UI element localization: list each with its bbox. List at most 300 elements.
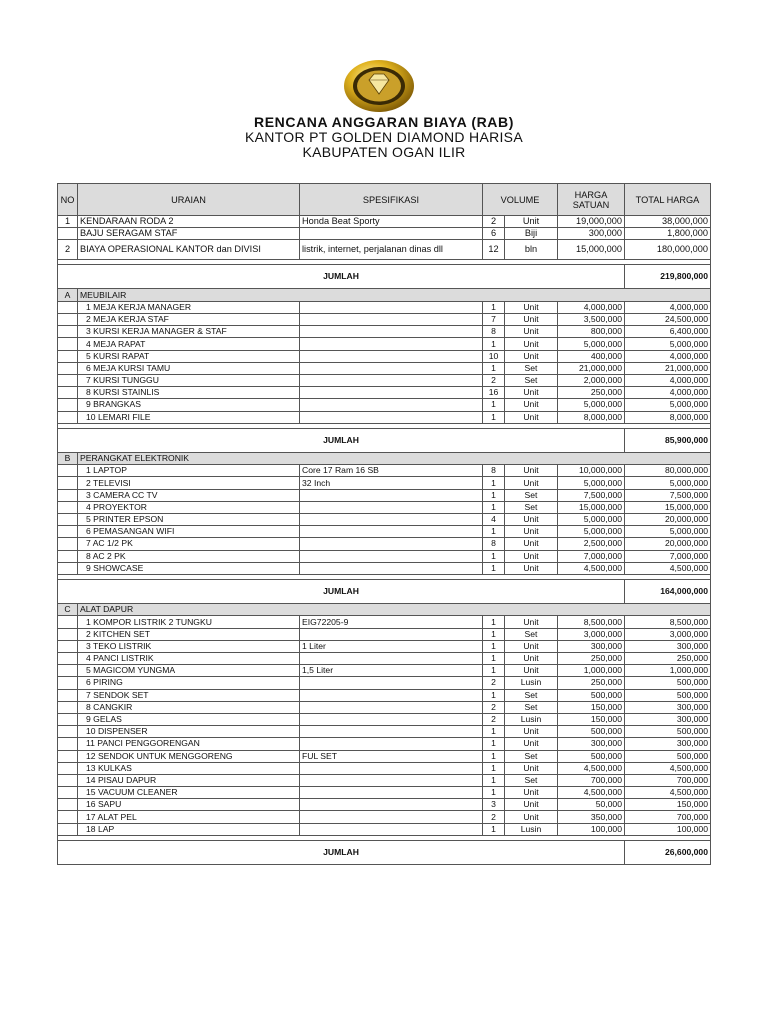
- row-qty: 1: [483, 689, 505, 701]
- row-total: 4,000,000: [625, 387, 711, 399]
- row-unit: Unit: [505, 338, 558, 350]
- jumlah-value: 219,800,000: [625, 265, 711, 289]
- row-total: 5,000,000: [625, 526, 711, 538]
- row-unit: Set: [505, 362, 558, 374]
- table-row: [58, 387, 711, 399]
- row-uraian: 4 MEJA RAPAT: [78, 338, 300, 350]
- row-qty: 2: [483, 713, 505, 725]
- row-unit: Unit: [505, 653, 558, 665]
- row-no: [58, 338, 78, 350]
- row-qty: 3: [483, 799, 505, 811]
- row-total: 250,000: [625, 653, 711, 665]
- row-price: 300,000: [558, 738, 625, 750]
- row-uraian: 6 PEMASANGAN WIFI: [78, 526, 300, 538]
- row-spesifikasi: [300, 653, 483, 665]
- row-no: [58, 762, 78, 774]
- row-no: [58, 701, 78, 713]
- table-body: [58, 216, 711, 865]
- table-row: [58, 616, 711, 628]
- row-qty: 2: [483, 701, 505, 713]
- document-location: KABUPATEN OGAN ILIR: [302, 144, 466, 160]
- jumlah-label: JUMLAH: [58, 840, 625, 864]
- row-qty: 10: [483, 350, 505, 362]
- row-no: [58, 750, 78, 762]
- row-spesifikasi: [300, 326, 483, 338]
- row-total: 5,000,000: [625, 477, 711, 489]
- jumlah-value: 85,900,000: [625, 428, 711, 452]
- row-no: [58, 350, 78, 362]
- row-spesifikasi: [300, 677, 483, 689]
- row-uraian: 4 PROYEKTOR: [78, 501, 300, 513]
- row-spesifikasi: FUL SET: [300, 750, 483, 762]
- row-spesifikasi: Core 17 Ram 16 SB: [300, 465, 483, 477]
- row-spesifikasi: listrik, internet, perjalanan dinas dll: [300, 240, 483, 260]
- table-row: [58, 713, 711, 725]
- row-qty: 1: [483, 640, 505, 652]
- row-qty: 1: [483, 762, 505, 774]
- row-unit: Lusin: [505, 823, 558, 835]
- row-total: 7,000,000: [625, 550, 711, 562]
- row-no: [58, 399, 78, 411]
- section-code: C: [58, 603, 78, 616]
- row-qty: 1: [483, 750, 505, 762]
- row-no: [58, 628, 78, 640]
- table-row: [58, 787, 711, 799]
- row-unit: Set: [505, 489, 558, 501]
- row-total: 500,000: [625, 726, 711, 738]
- row-price: 500,000: [558, 750, 625, 762]
- row-spesifikasi: [300, 350, 483, 362]
- jumlah-label: JUMLAH: [58, 428, 625, 452]
- row-price: 3,500,000: [558, 314, 625, 326]
- row-qty: 8: [483, 326, 505, 338]
- table-row: [58, 628, 711, 640]
- table-row: [58, 701, 711, 713]
- row-total: 6,400,000: [625, 326, 711, 338]
- table-row: [58, 653, 711, 665]
- row-no: [58, 713, 78, 725]
- row-spesifikasi: [300, 713, 483, 725]
- row-uraian: BIAYA OPERASIONAL KANTOR dan DIVISI: [78, 240, 300, 260]
- row-unit: Biji: [505, 228, 558, 240]
- row-uraian: 3 KURSI KERJA MANAGER & STAF: [78, 326, 300, 338]
- row-qty: 1: [483, 562, 505, 574]
- section-name: MEUBILAIR: [78, 289, 711, 302]
- row-price: 100,000: [558, 823, 625, 835]
- document-subtitle: KANTOR PT GOLDEN DIAMOND HARISA: [245, 129, 523, 145]
- row-no: 2: [58, 240, 78, 260]
- row-price: 4,500,000: [558, 562, 625, 574]
- col-harga-label: HARGA: [574, 189, 608, 200]
- row-total: 15,000,000: [625, 501, 711, 513]
- row-unit: Set: [505, 628, 558, 640]
- row-price: 7,000,000: [558, 550, 625, 562]
- table-row: [58, 477, 711, 489]
- row-spesifikasi: [300, 726, 483, 738]
- row-spesifikasi: [300, 399, 483, 411]
- table-row: [58, 774, 711, 786]
- row-uraian: 9 SHOWCASE: [78, 562, 300, 574]
- row-uraian: 11 PANCI PENGGORENGAN: [78, 738, 300, 750]
- row-price: 2,000,000: [558, 375, 625, 387]
- row-spesifikasi: [300, 562, 483, 574]
- table-row: [58, 811, 711, 823]
- row-unit: Unit: [505, 350, 558, 362]
- col-satuan-label: SATUAN: [572, 199, 610, 210]
- jumlah-value: 26,600,000: [625, 840, 711, 864]
- row-no: [58, 465, 78, 477]
- table-row: [58, 240, 711, 260]
- row-price: 400,000: [558, 350, 625, 362]
- row-qty: 1: [483, 774, 505, 786]
- row-uraian: 7 KURSI TUNGGU: [78, 375, 300, 387]
- row-no: [58, 228, 78, 240]
- row-price: 5,000,000: [558, 526, 625, 538]
- row-price: 15,000,000: [558, 501, 625, 513]
- row-uraian: 2 KITCHEN SET: [78, 628, 300, 640]
- row-qty: 1: [483, 477, 505, 489]
- row-spesifikasi: [300, 489, 483, 501]
- row-spesifikasi: [300, 628, 483, 640]
- row-price: 5,000,000: [558, 399, 625, 411]
- row-no: [58, 787, 78, 799]
- row-uraian: 18 LAP: [78, 823, 300, 835]
- row-uraian: 1 KOMPOR LISTRIK 2 TUNGKU: [78, 616, 300, 628]
- row-no: [58, 387, 78, 399]
- row-no: [58, 411, 78, 423]
- row-unit: Unit: [505, 640, 558, 652]
- row-qty: 1: [483, 653, 505, 665]
- row-price: 700,000: [558, 774, 625, 786]
- row-spesifikasi: 1 Liter: [300, 640, 483, 652]
- row-price: 19,000,000: [558, 216, 625, 228]
- row-qty: 8: [483, 538, 505, 550]
- row-uraian: 15 VACUUM CLEANER: [78, 787, 300, 799]
- row-price: 4,500,000: [558, 762, 625, 774]
- row-no: [58, 477, 78, 489]
- row-no: [58, 562, 78, 574]
- table-row: [58, 750, 711, 762]
- row-no: [58, 665, 78, 677]
- jumlah-row: [58, 840, 711, 864]
- row-qty: 7: [483, 314, 505, 326]
- row-qty: 1: [483, 411, 505, 423]
- row-price: 1,000,000: [558, 665, 625, 677]
- row-no: [58, 526, 78, 538]
- row-total: 300,000: [625, 738, 711, 750]
- row-price: 500,000: [558, 689, 625, 701]
- row-price: 5,000,000: [558, 477, 625, 489]
- row-no: [58, 538, 78, 550]
- section-code: A: [58, 289, 78, 302]
- row-unit: Unit: [505, 477, 558, 489]
- row-no: [58, 616, 78, 628]
- col-no: NO: [58, 184, 78, 216]
- row-spesifikasi: [300, 338, 483, 350]
- row-qty: 1: [483, 550, 505, 562]
- row-uraian: 3 CAMERA CC TV: [78, 489, 300, 501]
- row-spesifikasi: [300, 228, 483, 240]
- row-unit: Unit: [505, 387, 558, 399]
- row-qty: 2: [483, 677, 505, 689]
- row-qty: 4: [483, 514, 505, 526]
- table-header-row: [58, 184, 711, 216]
- table-row: [58, 216, 711, 228]
- row-total: 300,000: [625, 701, 711, 713]
- table-row: [58, 665, 711, 677]
- row-price: 15,000,000: [558, 240, 625, 260]
- row-price: 300,000: [558, 228, 625, 240]
- row-total: 21,000,000: [625, 362, 711, 374]
- row-unit: Set: [505, 689, 558, 701]
- row-uraian: 12 SENDOK UNTUK MENGGORENG: [78, 750, 300, 762]
- table-row: [58, 326, 711, 338]
- row-qty: 1: [483, 628, 505, 640]
- row-no: [58, 738, 78, 750]
- row-qty: 16: [483, 387, 505, 399]
- table-row: [58, 550, 711, 562]
- table-row: [58, 362, 711, 374]
- row-uraian: 10 LEMARI FILE: [78, 411, 300, 423]
- jumlah-label: JUMLAH: [58, 579, 625, 603]
- row-total: 1,800,000: [625, 228, 711, 240]
- row-spesifikasi: [300, 375, 483, 387]
- row-total: 4,000,000: [625, 301, 711, 313]
- row-qty: 1: [483, 526, 505, 538]
- row-uraian: 14 PISAU DAPUR: [78, 774, 300, 786]
- row-spesifikasi: [300, 738, 483, 750]
- row-qty: 1: [483, 738, 505, 750]
- row-unit: Set: [505, 774, 558, 786]
- row-total: 5,000,000: [625, 399, 711, 411]
- row-no: [58, 774, 78, 786]
- row-qty: 1: [483, 616, 505, 628]
- row-price: 4,500,000: [558, 787, 625, 799]
- row-no: [58, 653, 78, 665]
- row-unit: Unit: [505, 562, 558, 574]
- row-uraian: 13 KULKAS: [78, 762, 300, 774]
- row-spesifikasi: [300, 526, 483, 538]
- row-price: 250,000: [558, 677, 625, 689]
- row-spesifikasi: [300, 314, 483, 326]
- row-total: 700,000: [625, 774, 711, 786]
- section-header-row: [58, 289, 711, 302]
- table-row: [58, 338, 711, 350]
- row-qty: 2: [483, 216, 505, 228]
- row-uraian: 5 KURSI RAPAT: [78, 350, 300, 362]
- table-row: [58, 228, 711, 240]
- row-spesifikasi: [300, 689, 483, 701]
- table-row: [58, 762, 711, 774]
- row-total: 4,500,000: [625, 787, 711, 799]
- row-total: 8,500,000: [625, 616, 711, 628]
- row-uraian: 7 SENDOK SET: [78, 689, 300, 701]
- row-spesifikasi: [300, 787, 483, 799]
- row-spesifikasi: [300, 538, 483, 550]
- row-total: 3,000,000: [625, 628, 711, 640]
- row-unit: Unit: [505, 216, 558, 228]
- row-no: [58, 514, 78, 526]
- row-price: 7,500,000: [558, 489, 625, 501]
- row-total: 38,000,000: [625, 216, 711, 228]
- row-unit: Unit: [505, 514, 558, 526]
- row-unit: Unit: [505, 314, 558, 326]
- row-no: [58, 501, 78, 513]
- table-row: [58, 689, 711, 701]
- row-total: 150,000: [625, 799, 711, 811]
- row-price: 2,500,000: [558, 538, 625, 550]
- table-row: [58, 501, 711, 513]
- row-uraian: 2 TELEVISI: [78, 477, 300, 489]
- row-price: 250,000: [558, 387, 625, 399]
- row-uraian: 8 KURSI STAINLIS: [78, 387, 300, 399]
- jumlah-row: [58, 428, 711, 452]
- row-spesifikasi: [300, 823, 483, 835]
- row-total: 4,500,000: [625, 762, 711, 774]
- col-uraian: URAIAN: [78, 184, 300, 216]
- row-price: 3,000,000: [558, 628, 625, 640]
- row-spesifikasi: [300, 411, 483, 423]
- row-spesifikasi: [300, 811, 483, 823]
- row-spesifikasi: EIG72205-9: [300, 616, 483, 628]
- row-no: [58, 823, 78, 835]
- table-row: [58, 489, 711, 501]
- row-price: 5,000,000: [558, 338, 625, 350]
- row-no: [58, 811, 78, 823]
- budget-table: [57, 183, 711, 865]
- row-total: 500,000: [625, 677, 711, 689]
- row-price: 8,500,000: [558, 616, 625, 628]
- row-uraian: 1 LAPTOP: [78, 465, 300, 477]
- row-unit: Unit: [505, 411, 558, 423]
- row-price: 5,000,000: [558, 514, 625, 526]
- table-row: [58, 411, 711, 423]
- row-price: 150,000: [558, 701, 625, 713]
- row-total: 20,000,000: [625, 514, 711, 526]
- row-unit: Unit: [505, 726, 558, 738]
- row-qty: 12: [483, 240, 505, 260]
- table-row: [58, 301, 711, 313]
- row-no: [58, 726, 78, 738]
- row-spesifikasi: [300, 701, 483, 713]
- section-name: ALAT DAPUR: [78, 603, 711, 616]
- row-total: 20,000,000: [625, 538, 711, 550]
- row-total: 4,000,000: [625, 350, 711, 362]
- row-qty: 1: [483, 362, 505, 374]
- row-spesifikasi: 32 Inch: [300, 477, 483, 489]
- row-unit: Unit: [505, 538, 558, 550]
- row-total: 7,500,000: [625, 489, 711, 501]
- row-price: 500,000: [558, 726, 625, 738]
- row-price: 21,000,000: [558, 362, 625, 374]
- row-uraian: 6 PIRING: [78, 677, 300, 689]
- section-header-row: [58, 452, 711, 465]
- jumlah-value: 164,000,000: [625, 579, 711, 603]
- jumlah-label: JUMLAH: [58, 265, 625, 289]
- row-unit: Set: [505, 375, 558, 387]
- document-title: RENCANA ANGGARAN BIAYA (RAB): [254, 114, 514, 130]
- row-qty: 1: [483, 301, 505, 313]
- table-row: [58, 738, 711, 750]
- row-price: 800,000: [558, 326, 625, 338]
- row-total: 4,500,000: [625, 562, 711, 574]
- row-qty: 1: [483, 399, 505, 411]
- row-no: [58, 489, 78, 501]
- row-uraian: 6 MEJA KURSI TAMU: [78, 362, 300, 374]
- row-total: 500,000: [625, 689, 711, 701]
- table-row: [58, 375, 711, 387]
- row-uraian: 5 MAGICOM YUNGMA: [78, 665, 300, 677]
- row-qty: 2: [483, 811, 505, 823]
- table-row: [58, 465, 711, 477]
- row-qty: 6: [483, 228, 505, 240]
- row-unit: Unit: [505, 301, 558, 313]
- row-unit: Unit: [505, 526, 558, 538]
- row-spesifikasi: 1,5 Liter: [300, 665, 483, 677]
- row-no: [58, 550, 78, 562]
- row-uraian: 16 SAPU: [78, 799, 300, 811]
- row-uraian: 17 ALAT PEL: [78, 811, 300, 823]
- row-unit: Lusin: [505, 677, 558, 689]
- table-row: [58, 526, 711, 538]
- row-total: 4,000,000: [625, 375, 711, 387]
- table-row: [58, 314, 711, 326]
- row-uraian: KENDARAAN RODA 2: [78, 216, 300, 228]
- row-no: [58, 677, 78, 689]
- table-row: [58, 677, 711, 689]
- section-header-row: [58, 603, 711, 616]
- row-spesifikasi: [300, 301, 483, 313]
- row-unit: Unit: [505, 738, 558, 750]
- row-unit: Unit: [505, 787, 558, 799]
- jumlah-row: [58, 579, 711, 603]
- row-price: 300,000: [558, 640, 625, 652]
- table-row: [58, 538, 711, 550]
- row-total: 300,000: [625, 713, 711, 725]
- table-row: [58, 640, 711, 652]
- row-unit: Set: [505, 701, 558, 713]
- row-unit: Unit: [505, 811, 558, 823]
- col-total-harga: TOTAL HARGA: [625, 184, 711, 216]
- row-uraian: 8 CANGKIR: [78, 701, 300, 713]
- row-price: 4,000,000: [558, 301, 625, 313]
- row-unit: Unit: [505, 762, 558, 774]
- row-unit: Unit: [505, 465, 558, 477]
- row-spesifikasi: [300, 550, 483, 562]
- jumlah-row: [58, 265, 711, 289]
- table-row: [58, 350, 711, 362]
- section-code: B: [58, 452, 78, 465]
- row-uraian: 7 AC 1/2 PK: [78, 538, 300, 550]
- row-spesifikasi: [300, 514, 483, 526]
- row-qty: 1: [483, 726, 505, 738]
- row-no: [58, 301, 78, 313]
- row-uraian: 5 PRINTER EPSON: [78, 514, 300, 526]
- col-spesifikasi: SPESIFIKASI: [300, 184, 483, 216]
- row-uraian: 4 PANCI LISTRIK: [78, 653, 300, 665]
- row-total: 500,000: [625, 750, 711, 762]
- row-unit: Unit: [505, 326, 558, 338]
- row-price: 350,000: [558, 811, 625, 823]
- row-spesifikasi: [300, 501, 483, 513]
- row-price: 50,000: [558, 799, 625, 811]
- row-total: 100,000: [625, 823, 711, 835]
- row-qty: 1: [483, 823, 505, 835]
- row-uraian: 1 MEJA KERJA MANAGER: [78, 301, 300, 313]
- table-row: [58, 399, 711, 411]
- row-total: 8,000,000: [625, 411, 711, 423]
- row-no: [58, 326, 78, 338]
